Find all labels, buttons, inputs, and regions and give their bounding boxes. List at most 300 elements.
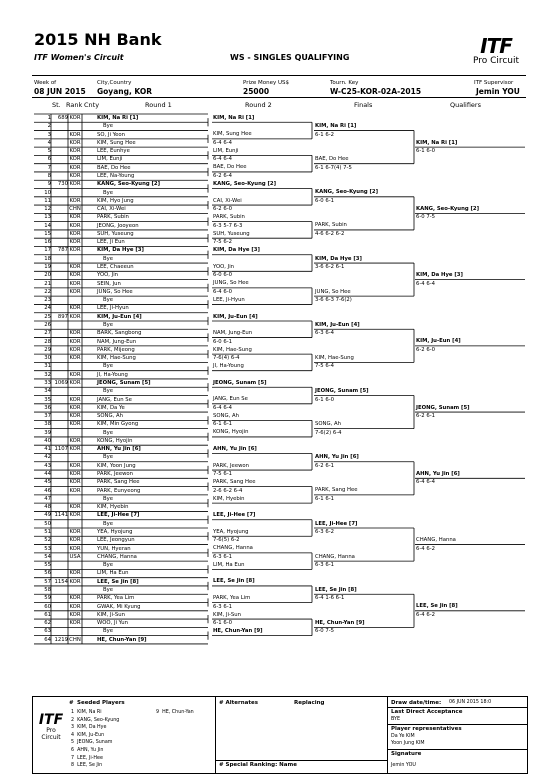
player-country: KOR <box>69 330 81 337</box>
player-country: KOR <box>69 545 81 552</box>
draw-position: 41 <box>44 446 51 453</box>
player-name: KONG, Hyojin <box>97 437 133 444</box>
player-rank: 787 <box>57 247 68 254</box>
player-country: KOR <box>69 264 81 271</box>
round2-winner: KANG, Seo-Kyung [2] <box>213 181 277 188</box>
round2-score: 6-0 6-1 <box>213 338 232 345</box>
player-name: LIM, Eunji <box>97 156 123 163</box>
player-country: KOR <box>69 512 81 519</box>
player-country: KOR <box>69 404 81 411</box>
round2-winner: CHANG, Hanna <box>213 545 253 552</box>
draw-position: 52 <box>44 537 51 544</box>
draw-position: 12 <box>44 206 51 213</box>
finals-winner: SONG, Ah <box>315 421 341 428</box>
finals-winner: LEE, Se Jin [8] <box>315 586 357 593</box>
draw-position: 30 <box>44 355 51 362</box>
fr-rule-3 <box>387 749 527 750</box>
last-direct-value: BYE <box>391 717 400 722</box>
seed-name: JEONG, Sunam <box>77 740 113 746</box>
round2-winner: JI, Ha-Young <box>213 363 244 370</box>
player-name: Bye <box>103 255 114 262</box>
player-name: Bye <box>103 628 114 635</box>
draw-position: 2 <box>47 123 51 130</box>
finals-winner: JEONG, Sunam [5] <box>315 388 369 395</box>
draw-position: 23 <box>44 297 51 304</box>
player-name: Bye <box>103 123 114 130</box>
player-country: KOR <box>69 603 81 610</box>
round2-score: 6-2 6-4 <box>213 172 232 179</box>
seed-name: LEE, Ji-Hee <box>77 755 103 761</box>
player-country: KOR <box>69 148 81 155</box>
round2-score: 6-1 6-1 <box>213 421 232 428</box>
draw-position: 9 <box>47 181 51 188</box>
player-name: YEA, Hyojung <box>97 529 133 535</box>
round2-score: 6-3 6-1 <box>213 603 232 610</box>
draw-position: 5 <box>47 148 51 155</box>
draw-position: 62 <box>44 620 51 627</box>
draw-position: 53 <box>44 545 51 552</box>
round2-winner: BAE, Do Hee <box>213 164 247 171</box>
qualifiers-score: 6-4 6-2 <box>416 611 435 618</box>
player-country: KOR <box>69 355 81 362</box>
draw-position: 46 <box>44 487 51 494</box>
finals-score: 4-6 6-2 6-2 <box>315 230 345 237</box>
tourn-key-label: Tourn. Key <box>330 80 359 86</box>
round2-winner: SUH, Yuseung <box>213 230 250 237</box>
player-name: Bye <box>103 520 114 527</box>
player-name: Bye <box>103 363 114 370</box>
player-country: KOR <box>69 620 81 627</box>
round2-winner: KIM, Da Hye [3] <box>213 247 260 254</box>
player-country: KOR <box>69 305 81 312</box>
round2-winner: KIM, Ji-Sun <box>213 611 241 618</box>
supervisor-value: Jemin YOU <box>476 87 520 96</box>
seeded-player <box>71 763 102 768</box>
draw-position: 17 <box>44 247 51 254</box>
player-name: PARK, Eunyeong <box>97 487 141 494</box>
player-name: Bye <box>103 495 114 502</box>
player-country: KOR <box>69 396 81 403</box>
qualifiers-score: 6-4 6-2 <box>416 545 435 552</box>
player-country: KOR <box>69 288 81 295</box>
seeded-header: Seeded Players <box>77 700 125 706</box>
draw-position: 44 <box>44 471 51 478</box>
player-name: KIM, Da Ye <box>97 404 125 411</box>
player-country: KOR <box>69 570 81 577</box>
draw-position: 56 <box>44 570 51 577</box>
round2-score: 6-4 6-4 <box>213 139 232 146</box>
draw-position: 1 <box>47 115 51 121</box>
player-name: JUNG, So Hee <box>97 288 133 295</box>
supervisor-label: ITF Supervisor <box>474 80 514 86</box>
finals-winner: BAE, Do Hee <box>315 156 349 163</box>
last-direct-label: Last Direct Acceptance <box>391 709 463 715</box>
finals-score: 6-1 6-7(4) 7-5 <box>315 164 352 171</box>
week-label: Week of <box>34 80 57 86</box>
seed-number: 1 <box>71 710 75 715</box>
player-name: KIM, Na Ri [1] <box>97 115 139 121</box>
footer-divider-1 <box>215 697 216 773</box>
seeded-extra-num: 9 <box>156 710 160 715</box>
round2-winner: PARK, Yea Lim <box>213 595 251 602</box>
finals-score: 7-5 6-4 <box>315 363 334 370</box>
circuit-subtitle: ITF Women's Circuit <box>34 53 124 62</box>
seeded-player <box>71 710 102 715</box>
player-name: LEE, Chaeeun <box>97 264 134 271</box>
player-name: Bye <box>103 388 114 395</box>
player-name: LEE, Ji Eun <box>97 239 125 246</box>
player-name: YUN, Hyeran <box>97 545 131 552</box>
round2-score: 7-6(5) 6-2 <box>213 537 240 544</box>
finals-winner: AHN, Yu Jin [6] <box>315 454 359 461</box>
round2-winner: SONG, Ah <box>213 412 239 419</box>
player-country: KOR <box>69 421 81 428</box>
qualifiers-score: 6-0 7-5 <box>416 214 435 221</box>
player-rank: 1219 <box>54 636 68 643</box>
pro-circuit-text: Pro Circuit <box>472 56 520 66</box>
seeded-hash: # <box>69 700 74 706</box>
seeded-extra <box>156 710 194 715</box>
round2-score: 6-3 6-1 <box>213 553 232 560</box>
finals-score: 6-1 6-2 <box>315 131 334 138</box>
player-rank: 689 <box>57 115 68 121</box>
player-name: SO, Ji Yeon <box>97 131 126 138</box>
seed-number: 3 <box>71 725 75 731</box>
fr-rule-1 <box>387 707 527 708</box>
draw-position: 4 <box>47 139 51 146</box>
draw-position: 28 <box>44 338 51 345</box>
special-ranking-rule <box>215 760 387 761</box>
seed-name: AHN, Yu Jin <box>77 748 104 753</box>
finals-winner: KIM, Hae-Sung <box>315 354 354 361</box>
city-value: Goyang, KOR <box>97 87 153 96</box>
player-name: KIM, Ji-Sun <box>97 611 125 618</box>
round2-winner: KIM, Ju-Eun [4] <box>213 313 258 320</box>
draw-position: 29 <box>44 346 51 353</box>
draw-position: 43 <box>44 462 51 469</box>
round2-winner: JANG, Eun Se <box>213 396 248 403</box>
player-name: Bye <box>103 586 114 593</box>
player-name: KIM, Yoon Jung <box>97 462 136 469</box>
player-country: KOR <box>69 413 81 420</box>
draw-position: 26 <box>44 322 51 328</box>
draw-position: 24 <box>44 305 51 312</box>
player-country: KOR <box>69 115 81 121</box>
player-name: KIM, Min Gyong <box>97 421 139 428</box>
player-country: KOR <box>69 595 81 602</box>
round2-winner: LEE, Se Jin [8] <box>213 578 255 585</box>
draw-position: 60 <box>44 603 51 610</box>
draw-position: 40 <box>44 437 51 444</box>
player-name: PARK, Sang Hee <box>97 479 140 486</box>
round2-winner: PARK, Subin <box>213 214 245 221</box>
round2-winner: LIM, Ha Eun <box>213 561 245 568</box>
player-name: Bye <box>103 562 114 569</box>
seed-number: 8 <box>71 763 75 769</box>
draw-position: 55 <box>44 562 51 569</box>
seed-name: LEE, Se Jin <box>77 763 103 769</box>
seed-name: KIM, Ju-Eun <box>77 732 105 738</box>
player-country: KOR <box>69 239 81 246</box>
player-name: JEONG, Sunam [5] <box>97 379 151 386</box>
player-name: LEE, Ji-Hee [7] <box>97 512 140 519</box>
player-name: JI, Ha-Young <box>97 371 128 378</box>
finals-winner: LEE, Ji-Hee [7] <box>315 520 358 527</box>
player-name: Bye <box>103 429 114 436</box>
city-label: City,Country <box>97 80 132 86</box>
finals-score: 6-0 7-5 <box>315 628 334 635</box>
fr-rule-2 <box>387 724 527 725</box>
rep-1: Da Ye KIM <box>391 734 415 739</box>
finals-score: 6-3 6-1 <box>315 562 334 569</box>
col-cnty: Cnty <box>84 101 100 109</box>
player-country: KOR <box>69 181 81 188</box>
draw-position: 25 <box>44 313 51 320</box>
player-name: LEE, Se Jin [8] <box>97 578 139 585</box>
draw-position: 38 <box>44 421 51 428</box>
draw-position: 64 <box>44 636 51 643</box>
seeded-player <box>71 748 103 753</box>
player-name: LEE, Ji-Hyun <box>97 305 129 312</box>
draw-position: 39 <box>44 429 51 436</box>
col-round1: Round 1 <box>145 101 172 109</box>
draw-position: 19 <box>44 264 51 271</box>
player-country: KOR <box>69 222 81 229</box>
player-country: KOR <box>69 346 81 353</box>
seed-number: 6 <box>71 748 75 753</box>
round2-winner: LIM, Eunji <box>213 147 239 154</box>
player-name: Bye <box>103 454 114 461</box>
player-name: Bye <box>103 322 114 328</box>
player-name: NAM, Jung-Eun <box>97 338 137 345</box>
player-country: KOR <box>69 379 81 386</box>
finals-winner: HE, Chun-Yan [9] <box>315 619 365 626</box>
footer-itf-logo <box>37 713 65 741</box>
qualifiers-winner: KIM, Da Hye [3] <box>416 272 463 279</box>
player-name: KANG, Seo-Kyung [2] <box>97 181 161 188</box>
seed-name: KIM, Na Ri <box>77 710 102 715</box>
draw-position: 18 <box>44 255 51 262</box>
player-name: KIM, Da Hye [3] <box>97 247 144 254</box>
draw-position: 20 <box>44 272 51 279</box>
seed-number: 7 <box>71 755 75 761</box>
replacing-header: Replacing <box>294 700 325 706</box>
draw-date-value: 06 JUN 2015 18:0 <box>449 700 492 705</box>
player-country: KOR <box>69 172 81 179</box>
tourn-key-value: W-C25-KOR-02A-2015 <box>330 87 422 96</box>
draw-position: 49 <box>44 512 51 519</box>
alternates-header: # Alternates <box>219 700 258 706</box>
seeded-extra-name: HE, Chun-Yan <box>162 710 194 715</box>
finals-score: 6-3 6-4 <box>315 330 334 337</box>
player-name: PARK, Jeewon <box>97 471 134 478</box>
player-name: LEE, Jeongyun <box>97 537 135 544</box>
round2-winner: KIM, Na Ri [1] <box>213 114 255 121</box>
seed-name: KANG, Seo-Kyung <box>77 717 120 723</box>
player-name: Bye <box>103 297 114 304</box>
tournament-title: 2015 NH Bank <box>34 30 162 49</box>
qualifiers-score: 6-2 6-1 <box>416 413 435 420</box>
player-country: KOR <box>69 197 81 204</box>
draw-position: 61 <box>44 611 51 618</box>
col-st: St. <box>52 101 61 109</box>
round2-winner: KIM, Sung Hee <box>213 131 252 138</box>
finals-winner: KIM, Da Hye [3] <box>315 255 362 262</box>
player-country: KOR <box>69 578 81 585</box>
seed-number: 5 <box>71 740 75 746</box>
player-rank: 1154 <box>54 578 68 585</box>
player-country: KOR <box>69 529 81 535</box>
finals-score: 3-6 6-3 7-6(2) <box>315 297 352 304</box>
draw-position: 22 <box>44 288 51 295</box>
player-name: KIM, Hae-Sung <box>97 355 136 362</box>
player-name: Bye <box>103 189 114 196</box>
round2-winner: PARK, Sang Hee <box>213 479 256 486</box>
col-round2: Round 2 <box>245 101 272 109</box>
round2-score: 6-3 5-7 6-3 <box>213 222 243 229</box>
player-country: KOR <box>69 479 81 486</box>
seeded-player <box>71 740 112 745</box>
player-country: CHN <box>69 636 81 643</box>
seed-number: 2 <box>71 717 75 723</box>
draw-position: 11 <box>44 197 51 204</box>
player-name: BARK, Sangbong <box>97 330 142 337</box>
player-country: KOR <box>69 537 81 544</box>
player-name: CHANG, Hanna <box>97 553 137 560</box>
finals-winner: PARK, Subin <box>315 222 347 229</box>
round2-winner: YOO, Jin <box>213 263 235 270</box>
draw-position: 36 <box>44 404 51 411</box>
reps-label: Player representatives <box>391 726 462 732</box>
player-name: AHN, Yu Jin [6] <box>97 446 141 453</box>
qualifiers-winner: KIM, Na Ri [1] <box>416 139 458 146</box>
player-country: KOR <box>69 313 81 320</box>
qualifiers-winner: KANG, Seo-Kyung [2] <box>416 205 480 212</box>
qualifiers-winner: LEE, Se Jin [8] <box>416 603 458 610</box>
qualifiers-score: 6-4 6-4 <box>416 280 435 287</box>
player-country: KOR <box>69 156 81 163</box>
player-name: SUH, Yuseung <box>97 230 134 237</box>
player-country: KOR <box>69 611 81 618</box>
player-country: KOR <box>69 338 81 345</box>
draw-position: 47 <box>44 495 51 502</box>
player-name: KIM, Hyebin <box>97 504 129 511</box>
player-country: KOR <box>69 214 81 221</box>
week-value: 08 JUN 2015 <box>34 87 86 96</box>
draw-position: 59 <box>44 595 51 602</box>
draw-position: 50 <box>44 520 51 527</box>
seeded-player <box>71 718 119 723</box>
draw-position: 48 <box>44 504 51 511</box>
finals-winner: CHANG, Hanna <box>315 553 355 560</box>
round2-score: 6-4 6-4 <box>213 404 232 411</box>
qualifiers-winner: KIM, Ju-Eun [4] <box>416 338 461 345</box>
player-name: LEE, Na-Young <box>97 172 135 179</box>
player-name: HE, Chun-Yan [9] <box>97 636 147 643</box>
draw-position: 45 <box>44 479 51 486</box>
player-name: LEE, Eunhye <box>97 148 130 155</box>
signature-label: Signature <box>391 751 422 757</box>
player-country: KOR <box>69 471 81 478</box>
player-name: PARK, Mijeong <box>97 346 135 353</box>
player-name: JEONG, Jooyeon <box>97 222 139 229</box>
draw-date-label: Draw date/time: <box>391 700 442 706</box>
qualifiers-winner: CHANG, Hanna <box>416 537 456 544</box>
qualifiers-score: 6-2 6-0 <box>416 346 435 353</box>
draw-position: 13 <box>44 214 51 221</box>
rep-2: Yoon Jung KIM <box>391 741 425 746</box>
round2-winner: NAM, Jung-Eun <box>213 330 253 337</box>
finals-winner: PARK, Sang Hee <box>315 487 358 494</box>
player-country: KOR <box>69 230 81 237</box>
draw-position: 51 <box>44 529 51 535</box>
seeded-player <box>71 733 104 738</box>
round2-score: 7-6(4) 6-4 <box>213 355 240 362</box>
seeded-player <box>71 756 103 761</box>
draw-position: 33 <box>44 379 51 386</box>
round2-score: 6-4 6-0 <box>213 288 232 295</box>
player-rank: 1107 <box>54 446 68 453</box>
seed-name: KIM, Da Hye <box>77 725 107 731</box>
draw-position: 57 <box>44 578 51 585</box>
player-country: KOR <box>69 371 81 378</box>
draw-position: 31 <box>44 363 51 370</box>
draw-position: 63 <box>44 628 51 635</box>
itf-logo-text: ITF <box>480 34 512 58</box>
finals-winner: KIM, Ju-Eun [4] <box>315 321 360 328</box>
draw-position: 10 <box>44 189 51 196</box>
player-name: KIM, Hyo Jung <box>97 197 134 204</box>
round2-winner: LEE, Ji-Hee [7] <box>213 512 256 519</box>
footer-panel <box>32 696 528 774</box>
player-name: YOO, Jin <box>97 272 119 279</box>
player-country: KOR <box>69 462 81 469</box>
player-name: BAE, Do Hee <box>97 164 131 171</box>
qualifiers-winner: JEONG, Sunam [5] <box>416 404 470 411</box>
player-name: CAI, Xi-Wei <box>97 206 126 213</box>
round2-score: 6-4 6-4 <box>213 156 232 163</box>
draw-position: 42 <box>44 454 51 461</box>
finals-score: 6-0 6-1 <box>315 197 334 204</box>
player-name: PARK, Yea Lim <box>97 595 135 602</box>
player-name: KIM, Sung Hee <box>97 139 136 146</box>
player-country: KOR <box>69 280 81 287</box>
finals-score: 6-1 6-1 <box>315 495 334 502</box>
player-country: KOR <box>69 504 81 511</box>
player-name: GWAK, Mi Kyung <box>97 603 141 610</box>
player-rank: 1069 <box>54 379 68 386</box>
round2-score: 7-5 6-2 <box>213 239 232 246</box>
player-name: SONG, Ah <box>97 413 123 420</box>
round2-score: 6-0 6-0 <box>213 272 232 279</box>
player-country: USA <box>69 553 81 560</box>
round2-winner: CAI, Xi-Wei <box>213 197 242 204</box>
round2-score: 6-2 6-0 <box>213 206 232 213</box>
player-country: KOR <box>69 139 81 146</box>
finals-score: 6-1 6-0 <box>315 396 334 403</box>
player-country: KOR <box>69 446 81 453</box>
signature-value: Jemin YOU <box>391 763 416 768</box>
event-name: WS - SINGLES QUALIFYING <box>230 53 350 62</box>
footer-logo-itf: ITF <box>38 712 64 728</box>
draw-position: 6 <box>47 156 51 163</box>
player-name: PARK, Subin <box>97 214 129 221</box>
qualifiers-score: 6-1 6-0 <box>416 148 435 155</box>
finals-score: 6-3 6-2 <box>315 529 334 535</box>
special-ranking-header: # Special Ranking: Name <box>219 762 297 768</box>
footer-divider-2 <box>387 697 388 773</box>
finals-score: 7-6(2) 6-4 <box>315 429 342 436</box>
